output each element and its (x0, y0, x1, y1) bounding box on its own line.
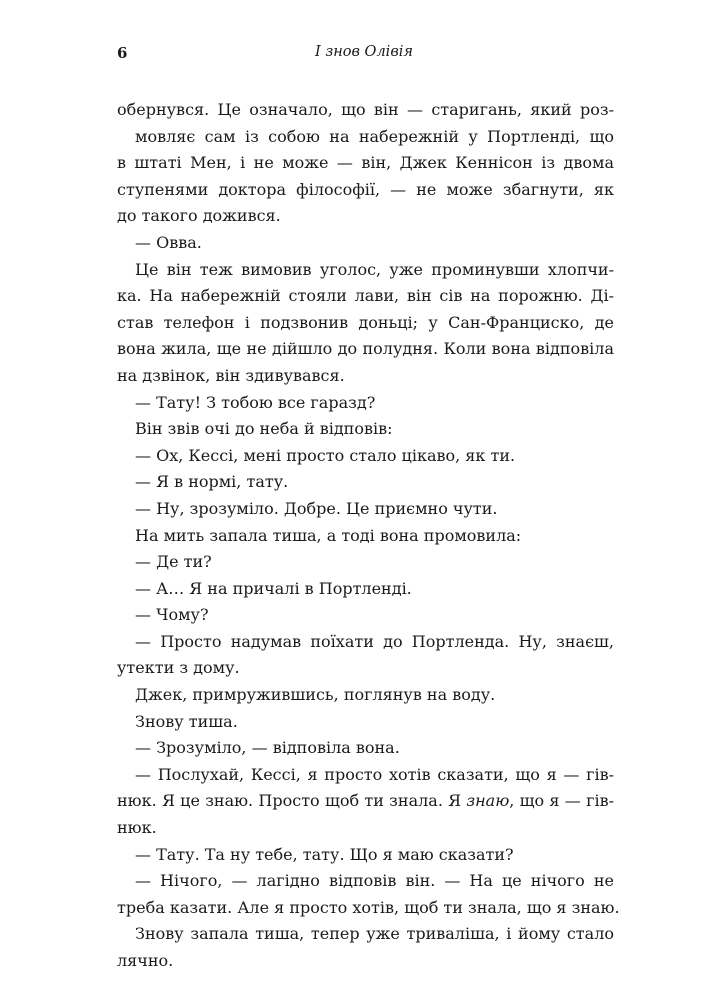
text-line: — Ну, зрозуміло. Добре. Це приємно чути. (135, 498, 498, 518)
text-line: мовляє сам із собою на набережній у Портленді, що (135, 126, 614, 146)
text-line: лячно. (117, 951, 174, 970)
text-segment: нюк. Я це знаю. Просто щоб ти знала. Я (117, 791, 467, 811)
text-line-with-emphasis (117, 788, 614, 815)
text-line: на дзвінок, він здивувався. (117, 365, 345, 385)
text-line: треба казати. Але я просто хотів, щоб ти знала, що я знаю. (117, 897, 620, 917)
text-line: — Послухай, Кессі, я просто хотів сказати, що я — гів- (135, 764, 614, 784)
text-line: Джек, примружившись, поглянув на воду. (135, 685, 496, 705)
text-line: став телефон і подзвонив доньці; у Сан-Франциско, де (117, 312, 614, 332)
page-number: 6 (117, 44, 128, 62)
body-text (117, 97, 620, 975)
text-line: — Зрозуміло, — відповіла вона. (135, 738, 400, 758)
text-line: — Нічого, — лагідно відповів він. — На це нічого не (135, 871, 614, 891)
text-line: до такого дожився. (117, 206, 281, 226)
text-line: — Я в нормі, тату. (135, 472, 289, 492)
emphasized-word: знаю (466, 791, 510, 811)
text-line: обернувся. Це означало, що він — старигань, який роз- (117, 100, 614, 119)
text-line: — А… Я на причалі в Портленді. (135, 578, 412, 598)
text-line: Він звів очі до неба й відповів: (135, 419, 393, 439)
text-line: ка. На набережній стояли лави, він сів на порожню. Ді- (117, 286, 614, 306)
text-line: нюк. (117, 818, 157, 838)
text-line: — Ох, Кессі, мені просто стало цікаво, як ти. (135, 445, 516, 465)
text-line: ступенями доктора філософії, — не може збагнути, як (117, 179, 614, 199)
text-line: вона жила, ще не дійшло до полудня. Коли вона відповіла (117, 339, 614, 359)
text-line: — Тату! З тобою все гаразд? (135, 392, 376, 412)
running-head-title: І знов Олівія (314, 44, 413, 60)
text-line: Це він теж вимовив уголос, уже проминувши хлопчи- (135, 259, 614, 279)
text-line: — Чому? (135, 605, 209, 625)
text-line: Знову запала тиша, тепер уже триваліша, і йому стало (135, 924, 614, 944)
text-line: — Овва. (135, 232, 202, 252)
text-line: утекти з дому. (117, 658, 240, 678)
text-line: На мить запала тиша, а тоді вона промовила: (135, 525, 522, 545)
text-segment: , що я — гів- (509, 791, 614, 811)
text-line: — Де ти? (135, 552, 212, 572)
text-line: — Тату. Та ну тебе, тату. Що я маю сказати? (135, 844, 514, 864)
text-line: в штаті Мен, і не може — він, Джек Кеннісон із двома (117, 153, 614, 173)
text-line: — Просто надумав поїхати до Портленда. Ну, знаєш, (135, 631, 614, 651)
text-line: Знову тиша. (135, 711, 238, 731)
